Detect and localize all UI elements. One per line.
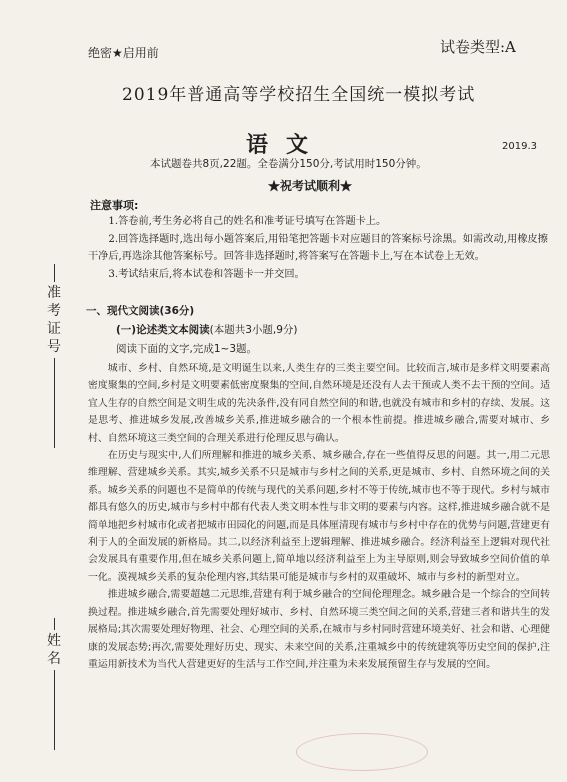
passage-paragraph: 在历史与现实中,人们所理解和推进的城乡关系、城乡融合,存在一些值得反思的问题。其一,用二元思维理解、营建城乡关系。其实,城乡关系不只是城市与乡村之间的关系,更是城市、乡村、自然环境之间的关系。城乡关系的问题也不是简单的传统与现代的关系问题,乡村不等于传统,城市也不等于现代。乡村与城市都具有悠久的历史,城市与乡村中都有代表人类文明本性与非文明的要素与内容。这样,推进城乡融合就不是简单地把乡村城市化或者把城市田园化的问题,而是具体厘清现有城市与乡村中存在的优势与问题,营建更有利于人的全面发展的新格局。其二,以经济利益至上逻辑理解、推进城乡融合。经济利益至上逻辑对现代社会发展具有重要作用,但在城乡关系问题上,简单地以经济利益至上为主导原则,则会导致城乡空间价值的单一化。漠视城乡关系的复杂伦理内容,其结果可能是城市与乡村的双重破坏、城市与乡村的新型对立。 [88, 450, 550, 583]
notice-item: 2.回答选择题时,选出每小题答案后,用铅笔把答题卡对应题目的答案标号涂黑。如需改动,用橡皮擦干净后,再选涂其他答案标号。回答非选择题时,将答案写在答题卡上,写在本试卷上无效。 [88, 233, 548, 263]
subsection-title-rest: (本题共3小题,9分) [209, 324, 298, 336]
fill-line [54, 358, 55, 448]
ticket-number-field[interactable] [42, 262, 66, 450]
fill-line [54, 618, 55, 630]
confidential-label: 绝密★启用前 [88, 46, 159, 60]
name-label [42, 632, 66, 668]
good-luck-text: ★祝考试顺利★ [268, 179, 353, 193]
passage-paragraph: 城市、乡村、自然环境,是文明诞生以来,人类生存的三类主要空间。比较而言,城市是多样文明要素高密度聚集的空间,乡村是文明要素低密度聚集的空间,自然环境是还没有人去干预或人类不去干预的空间。适宜人生存的自然空间是文明生成的先决条件,没有同自然空间的和谐,也就没有城市和乡村的存续、发展。这是思考、推进城乡发展,改善城乡关系,推进城乡融合的一个根本性前提。推进城乡融合,需要对城市、乡村、自然环境这三类空间的合理关系进行伦理反思与确认。 [88, 363, 550, 444]
paper-type-label: 试卷类型:A [440, 38, 516, 56]
passage-paragraph: 推进城乡融合,需要超越二元思维,营建有利于城乡融合的空间伦理理念。城乡融合是一个综合的空间转换过程。推进城乡融合,首先需要处理好城市、乡村、自然环境三类空间之间的关系,营建三者和谐共生的发展格局;其次需要处理好物理、社会、心理空间的关系,在城市与乡村同时营建环境美好、社会和谐、心理健康的发展态势;再次,需要处理好历史、现实、未来空间的关系,注重城乡中的传统建筑等历史空间的保护,注重运用新技术为当代人营建更好的生活与工作空间,并注重为未来发展预留生存与发展的空间。 [88, 589, 550, 670]
side-label-char: 证 [47, 321, 61, 337]
watermark-stamp [296, 733, 428, 771]
fill-line [54, 670, 55, 750]
subsection-title-bold: (一)论述类文本阅读 [116, 324, 210, 336]
notice-list [88, 213, 548, 283]
notice-item: 1.答卷前,考生务必将自己的姓名和准考证号填写在答题卡上。 [108, 216, 387, 227]
reading-instruction: 阅读下面的文字,完成1~3题。 [116, 343, 257, 355]
section-title: 一、现代文阅读(36分) [86, 305, 195, 317]
ticket-number-label [42, 284, 66, 356]
side-label-char: 姓 [47, 633, 61, 649]
subsection-title [116, 322, 298, 337]
reading-passage [88, 360, 550, 673]
exam-date: 2019.3 [502, 141, 537, 152]
notice-title: 注意事项: [90, 199, 139, 212]
exam-meta: 本试题卷共8页,22题。全卷满分150分,考试用时150分钟。 [150, 158, 427, 170]
exam-title: 2019年普通高等学校招生全国统一模拟考试 [122, 85, 476, 105]
side-label-char: 号 [47, 339, 61, 355]
fill-line [54, 264, 55, 282]
name-field[interactable] [42, 616, 66, 752]
subject-title: 语文 [246, 132, 327, 158]
notice-item: 3.考试结束后,将本试卷和答题卡一并交回。 [108, 268, 305, 280]
side-label-char: 考 [47, 303, 61, 319]
side-label-char: 准 [47, 285, 61, 301]
side-label-char: 名 [47, 651, 61, 667]
